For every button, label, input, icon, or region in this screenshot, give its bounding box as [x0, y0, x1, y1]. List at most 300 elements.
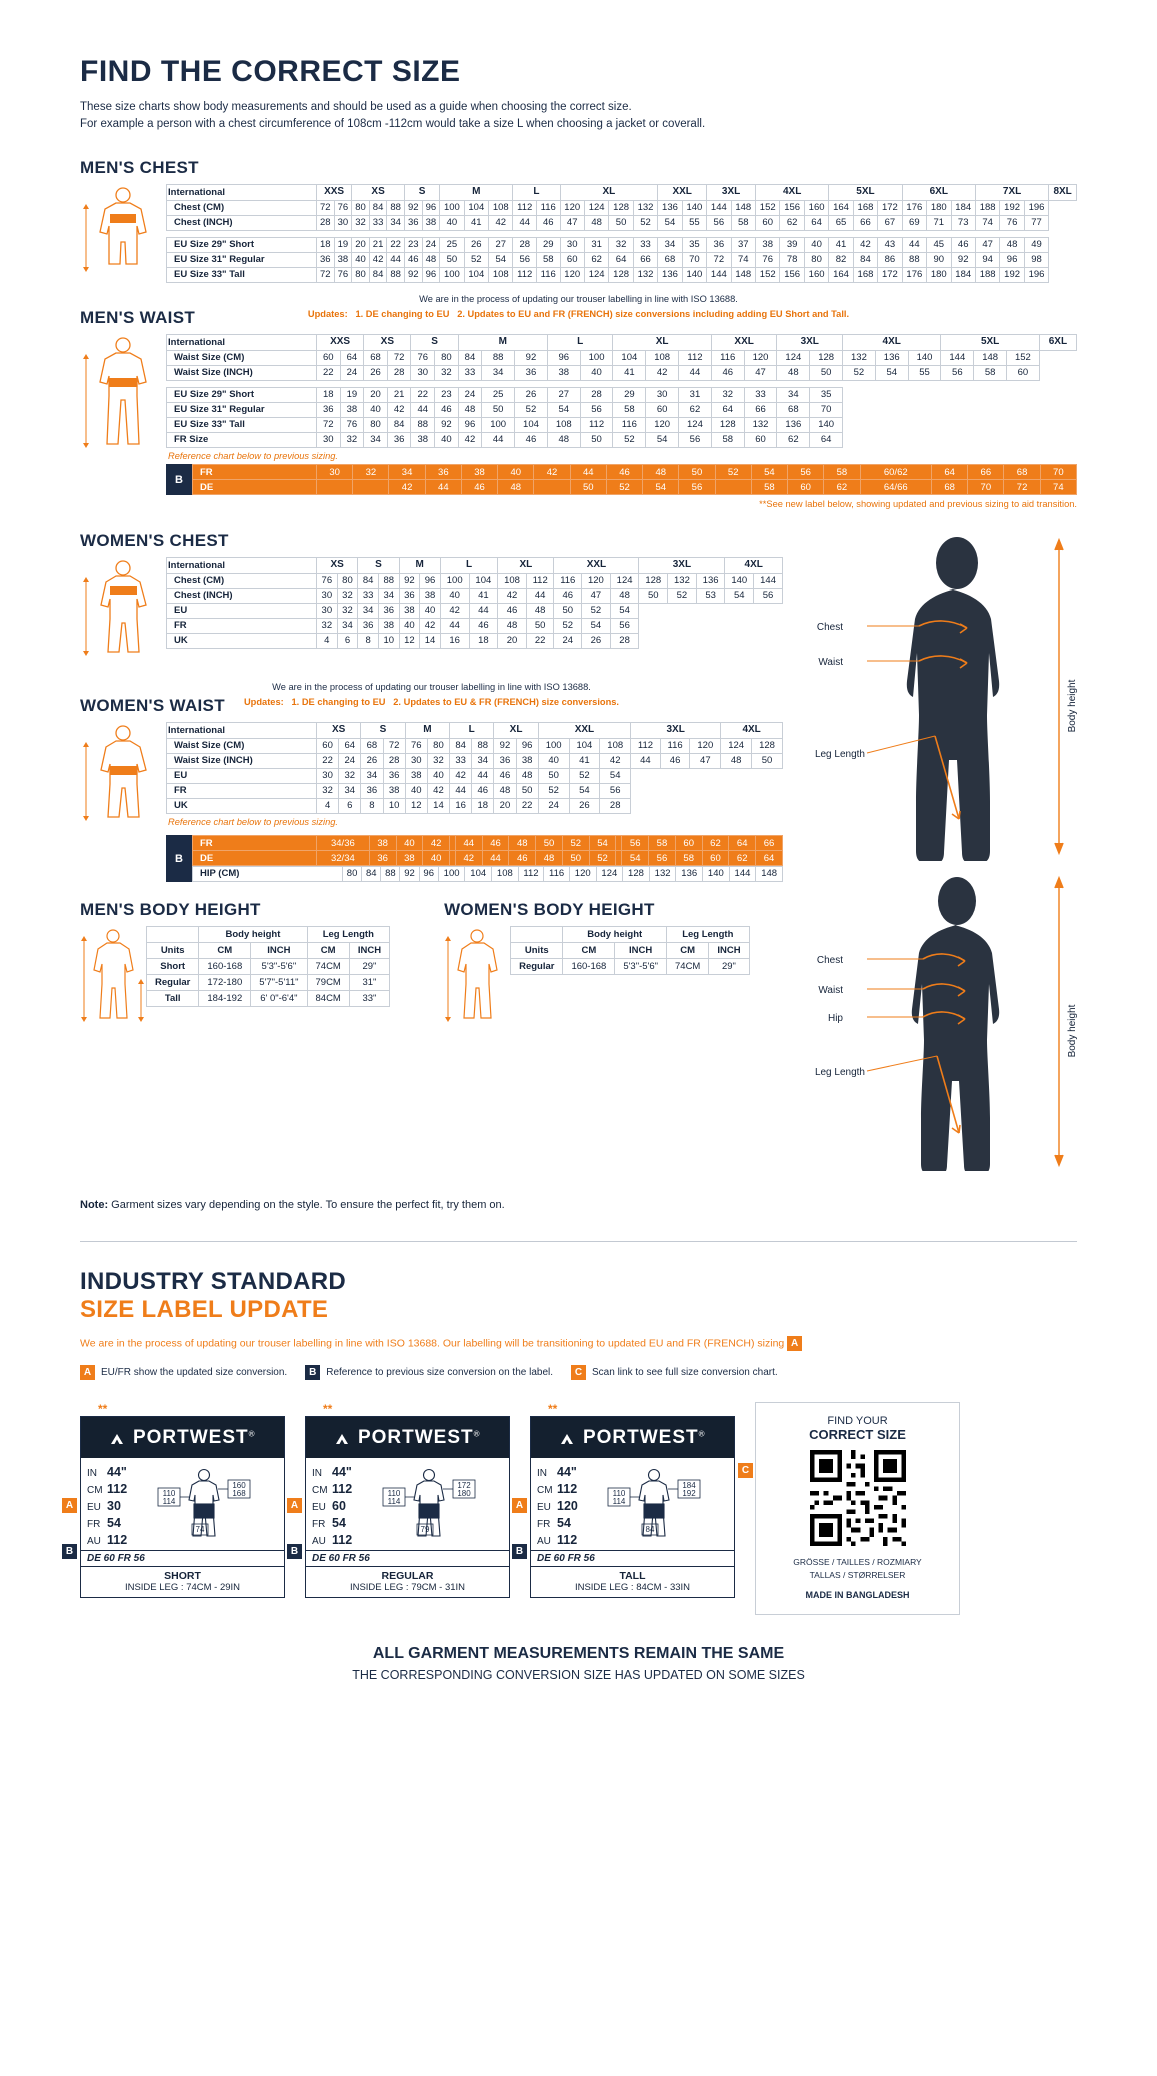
cell: 104	[464, 267, 488, 282]
size-code-key: FR	[312, 1518, 326, 1530]
cell: 68	[1004, 465, 1040, 480]
cell: 80	[337, 573, 358, 588]
col-subheader: Units	[511, 943, 563, 959]
label-card	[515, 1402, 735, 1598]
qr-code-icon	[810, 1450, 906, 1546]
row-label: UK	[167, 798, 317, 813]
size-code-value: 54	[557, 1515, 571, 1530]
cell: 50	[580, 432, 613, 447]
cell: 24	[554, 633, 582, 648]
industry-title-2: SIZE LABEL UPDATE	[80, 1296, 329, 1324]
cell: 40	[364, 402, 388, 417]
cell: 38	[420, 588, 441, 603]
row-label: Waist Size (INCH)	[167, 753, 317, 768]
cell: 152	[1007, 350, 1040, 365]
cell: 124	[721, 738, 752, 753]
col-header: S	[361, 723, 405, 739]
cell: 60	[646, 402, 679, 417]
cell: 38	[516, 753, 538, 768]
cell: 72	[317, 200, 335, 215]
size-code-row	[312, 1515, 352, 1532]
cell: 40	[399, 618, 420, 633]
size-code-value: 112	[332, 1482, 353, 1497]
cell: 42	[458, 432, 482, 447]
cell: 86	[878, 252, 902, 267]
size-code-value: 112	[107, 1482, 128, 1497]
cell: 36	[358, 618, 379, 633]
cell: 60	[744, 432, 777, 447]
cell: 64	[711, 402, 744, 417]
cell: 21	[387, 387, 411, 402]
table-row	[193, 867, 783, 882]
legend-text-c: Scan link to see full size conversion chart.	[592, 1367, 778, 1379]
col-header: Body height	[563, 927, 667, 943]
cell: 48	[1000, 237, 1024, 252]
row-label: Regular	[147, 975, 199, 991]
cell: 48	[584, 215, 608, 230]
cell: 35	[682, 237, 706, 252]
cell: 32	[340, 432, 364, 447]
row-label: Chest (INCH)	[167, 215, 317, 230]
cell: 62	[780, 215, 804, 230]
cell: 64	[339, 738, 361, 753]
cell: 52	[613, 432, 646, 447]
size-code-row	[87, 1515, 127, 1532]
label-chest-cm-1: 110	[387, 1489, 400, 1499]
cell: 62	[777, 432, 810, 447]
womens-body-height-table	[510, 926, 750, 975]
cell: 28	[610, 633, 639, 648]
col-subheader: INCH	[349, 943, 389, 959]
size-codes	[87, 1464, 127, 1548]
size-code-value: 112	[557, 1482, 578, 1497]
col-subheader: CM	[199, 943, 251, 959]
cell: 136	[676, 867, 703, 882]
cell: 112	[513, 267, 537, 282]
cell: 48	[526, 603, 554, 618]
cell: 56	[600, 783, 631, 798]
col-header: XXL	[554, 558, 639, 574]
cell: 20	[494, 798, 516, 813]
cell: 40	[580, 365, 613, 380]
cell: 40	[804, 237, 828, 252]
mens-waist-title: MEN'S WAIST	[80, 308, 196, 328]
cell: 64	[804, 215, 828, 230]
cell: 31	[679, 387, 712, 402]
cell: 128	[711, 417, 744, 432]
row-label: UK	[167, 633, 317, 648]
label-height-2: 180	[456, 1489, 471, 1499]
label-chest-cm-1: 110	[612, 1489, 626, 1499]
cell: 108	[492, 867, 519, 882]
cell: 160-168	[563, 959, 615, 975]
cell: 84	[450, 738, 472, 753]
cell: 54	[547, 402, 580, 417]
cell: 60	[317, 738, 339, 753]
cell: 46	[606, 465, 642, 480]
col-header: XXL	[658, 185, 707, 201]
cell: 34	[361, 768, 383, 783]
womens-waist-previous-sizing	[166, 835, 783, 882]
cell: 69	[902, 215, 926, 230]
cell: 98	[1024, 252, 1048, 267]
cell: 192	[1000, 267, 1024, 282]
cell: 54	[646, 432, 679, 447]
cell: 58	[824, 465, 860, 480]
cell: 33	[744, 387, 777, 402]
womens-chest-figure	[80, 557, 166, 670]
cell: 92	[404, 267, 422, 282]
row-label: Short	[147, 959, 199, 975]
cell: 23	[435, 387, 459, 402]
update-item-2: 2. Updates to EU & FR (FRENCH) size conversions.	[393, 697, 620, 708]
cell: 28	[600, 798, 631, 813]
svg-text:Waist: Waist	[818, 657, 843, 669]
legend-item-a	[80, 1365, 287, 1380]
qr-card	[741, 1402, 960, 1615]
cell: 77	[1024, 215, 1048, 230]
cell: 34	[378, 588, 399, 603]
tag-c: C	[738, 1463, 753, 1478]
cell: 58	[731, 215, 755, 230]
cell: 56	[622, 836, 649, 851]
cell: 46	[435, 402, 459, 417]
womens-waist-orange-table	[192, 835, 783, 866]
tag-a: A	[787, 1336, 802, 1351]
cell: 5'3"-5'6"	[615, 959, 667, 975]
previous-size-row: DE 60 FR 56	[81, 1550, 284, 1566]
table-row	[167, 365, 1077, 380]
cell: 116	[711, 350, 744, 365]
legend-item-b	[305, 1365, 553, 1380]
legend-text-b: Reference to previous size conversion on the label.	[326, 1367, 554, 1379]
cell: 120	[582, 573, 611, 588]
cell: 52	[554, 618, 582, 633]
cell: 60	[560, 252, 584, 267]
size-code-row	[87, 1532, 127, 1549]
col-header: XXS	[317, 185, 352, 201]
cell: 42	[387, 402, 411, 417]
cell: 64	[931, 465, 967, 480]
col-header: Leg Length	[307, 927, 390, 943]
table-header-row	[167, 185, 1077, 201]
cell: 33	[369, 215, 387, 230]
intro-line-2: For example a person with a chest circumference of 108cm -112cm would take a size L when choosing a jacket or coverall.	[80, 117, 706, 130]
cell: 72	[317, 267, 335, 282]
size-code-key: EU	[87, 1501, 101, 1513]
cell: 54	[600, 768, 631, 783]
cell: 18	[317, 387, 341, 402]
tag-a-icon: A	[80, 1365, 95, 1380]
cell: 67	[878, 215, 902, 230]
industry-legend	[80, 1365, 1077, 1380]
womens-waist-title: WOMEN'S WAIST	[80, 696, 225, 716]
cell: 49	[1024, 237, 1048, 252]
row-label: FR	[193, 465, 317, 480]
cell: 34	[337, 618, 358, 633]
cell: 42	[455, 851, 482, 866]
svg-text:Waist: Waist	[818, 985, 843, 997]
cell: 36	[425, 465, 461, 480]
table-row	[167, 633, 783, 648]
cell: 32	[317, 783, 339, 798]
cell: 5'7"-5'11"	[251, 975, 307, 991]
cell: 43	[878, 237, 902, 252]
mens-waist-figure	[80, 334, 166, 464]
cell: 120	[560, 200, 584, 215]
label-asterisks: **	[323, 1402, 333, 1417]
cell: 50	[570, 480, 606, 495]
cell: 80	[352, 267, 370, 282]
cell: 42	[534, 465, 570, 480]
label-leg: 74	[195, 1525, 205, 1535]
table-row	[167, 798, 783, 813]
cell: 76	[317, 573, 338, 588]
cell: 48	[610, 588, 639, 603]
qr-title-1: FIND YOUR	[827, 1415, 888, 1428]
cell: 44	[631, 753, 661, 768]
industry-lead-text: We are in the process of updating our trouser labelling in line with ISO 13688. Our labelling will be transitioning to updated EU and FR (FRENCH) sizing	[80, 1337, 785, 1350]
cell: 54	[751, 465, 787, 480]
label-box	[80, 1416, 285, 1598]
size-code-row	[537, 1515, 578, 1532]
cell: 96	[419, 867, 438, 882]
cell: 60	[1007, 365, 1040, 380]
womens-hip-table	[192, 866, 783, 882]
cell: 22	[387, 237, 405, 252]
cell: 132	[633, 267, 657, 282]
size-code-value: 44"	[107, 1465, 127, 1480]
cell: 70	[1040, 465, 1076, 480]
mens-waist-update-note	[80, 294, 1077, 304]
cell: 164	[829, 200, 853, 215]
womens-waist-update-note	[80, 682, 783, 692]
label-height-2: 168	[231, 1489, 246, 1499]
updates-label: Updates:	[243, 697, 284, 708]
cell: 144	[707, 267, 731, 282]
table-row	[147, 959, 390, 975]
col-header: Body height	[199, 927, 307, 943]
cell: 54	[582, 618, 611, 633]
cell: 56	[679, 432, 712, 447]
size-code-key: FR	[87, 1518, 101, 1530]
table-row	[167, 200, 1077, 215]
row-label: EU Size 31" Regular	[167, 402, 317, 417]
cell: 148	[731, 200, 755, 215]
label-chest-cm-1: 110	[162, 1489, 175, 1499]
col-header: M	[458, 335, 547, 351]
cell: 32	[427, 753, 449, 768]
cell: 42	[646, 365, 679, 380]
label-fit-name: SHORT	[164, 1570, 201, 1583]
table-row	[167, 350, 1077, 365]
size-code-row	[87, 1498, 127, 1515]
cell: 92	[515, 350, 548, 365]
cell: 108	[646, 350, 679, 365]
size-code-key: IN	[312, 1468, 322, 1480]
cell: 128	[609, 267, 633, 282]
cell: 47	[582, 588, 611, 603]
cell: 128	[609, 200, 633, 215]
size-code-row	[312, 1481, 352, 1498]
cell: 48	[643, 465, 679, 480]
col-header: 3XL	[777, 335, 843, 351]
cell: 62	[824, 480, 860, 495]
cell: 124	[777, 350, 810, 365]
cell: 34	[658, 237, 682, 252]
cell: 116	[544, 867, 570, 882]
cell: 21	[369, 237, 387, 252]
cell: 30	[317, 465, 353, 480]
qr-code[interactable]	[810, 1450, 906, 1546]
intro-line-1: These size charts show body measurements and should be used as a guide when choosing the correct size.	[80, 101, 632, 113]
cell: 38	[547, 365, 580, 380]
cell: 33	[458, 365, 482, 380]
cell: 108	[547, 417, 580, 432]
tag-b-icon: B	[305, 1365, 320, 1380]
cell: 47	[560, 215, 584, 230]
cell: 29"	[349, 959, 389, 975]
table-row	[167, 402, 1077, 417]
brand-name: PORTWEST	[357, 1427, 474, 1449]
size-code-value: 44"	[332, 1465, 352, 1480]
svg-text:Leg Length: Leg Length	[814, 749, 865, 761]
cell: 80	[804, 252, 828, 267]
cell: 112	[526, 573, 554, 588]
cell: 80	[364, 417, 388, 432]
cell: 48	[494, 783, 516, 798]
col-subheader: INCH	[709, 943, 749, 959]
label-body-diagram-icon	[373, 1466, 485, 1544]
mens-waist-table	[166, 334, 1077, 448]
cell: 42	[420, 618, 441, 633]
label-body-diagram-icon	[148, 1466, 260, 1544]
row-label: EU Size 31" Regular	[167, 252, 317, 267]
cell: 46	[536, 215, 560, 230]
womens-waist-table	[166, 722, 783, 814]
col-header: L	[513, 185, 560, 201]
cell: 46	[498, 603, 527, 618]
updates-label: Updates:	[307, 309, 348, 320]
svg-text:Chest: Chest	[816, 622, 843, 634]
cell: 136	[777, 417, 810, 432]
cell: 22	[516, 798, 538, 813]
label-body-diagram-icon	[598, 1466, 710, 1544]
cell: 50	[538, 768, 569, 783]
cell: 40	[435, 432, 459, 447]
label-examples	[65, 1402, 1077, 1615]
cell: 100	[482, 417, 515, 432]
cell: 28	[387, 365, 411, 380]
cell: 62	[679, 402, 712, 417]
cell: 20	[352, 237, 370, 252]
previous-size-row: DE 60 FR 56	[531, 1550, 734, 1566]
size-code-value: 60	[332, 1498, 346, 1513]
cell: 18	[472, 798, 494, 813]
cell: 124	[596, 867, 623, 882]
col-header: International	[167, 185, 317, 201]
cell: 48	[721, 753, 752, 768]
cell: 42	[440, 603, 469, 618]
cell: 24	[422, 237, 440, 252]
size-code-key: AU	[537, 1535, 551, 1547]
col-header: S	[411, 335, 458, 351]
cell: 100	[580, 350, 613, 365]
cell: 31	[584, 237, 608, 252]
cell: 71	[927, 215, 951, 230]
cell: 52	[668, 588, 697, 603]
row-label: Chest (CM)	[167, 573, 317, 588]
cell: 16	[450, 798, 472, 813]
cell: 124	[584, 267, 608, 282]
cell: 48	[516, 768, 538, 783]
cell: 47	[690, 753, 721, 768]
cell: 34	[482, 365, 515, 380]
cell: 32	[711, 387, 744, 402]
cell: 32	[352, 215, 370, 230]
cell: 38	[422, 215, 440, 230]
cell: 14	[427, 798, 449, 813]
size-code-key: FR	[537, 1518, 551, 1530]
label-inside-leg: INSIDE LEG : 79CM - 31IN	[349, 1582, 466, 1594]
cell: 26	[569, 798, 600, 813]
cell: 45	[927, 237, 951, 252]
cell: 22	[411, 387, 435, 402]
cell: 26	[464, 237, 488, 252]
cell: 52	[582, 603, 611, 618]
cell: 44	[902, 237, 926, 252]
cell: 30	[560, 237, 584, 252]
cell: 50	[536, 836, 563, 851]
table-subheader-row	[511, 943, 750, 959]
cell: 36	[378, 603, 399, 618]
womens-body-height-block	[444, 900, 750, 1026]
table-row	[167, 753, 783, 768]
row-label: EU Size 33" Tall	[167, 417, 317, 432]
cell: 76	[334, 267, 352, 282]
cell: 116	[536, 200, 560, 215]
cell: 38	[461, 465, 497, 480]
cell: 40	[396, 836, 423, 851]
table-row	[167, 573, 783, 588]
fit-note	[80, 1199, 1077, 1211]
cell: 84	[358, 573, 379, 588]
cell: 84	[362, 867, 381, 882]
cell: 180	[927, 200, 951, 215]
cell: 46	[472, 783, 494, 798]
cell: 36	[317, 402, 341, 417]
cell: 66	[968, 465, 1004, 480]
col-header: L	[450, 723, 494, 739]
table-row	[167, 237, 1077, 252]
cell: 74	[975, 215, 999, 230]
row-label: FR	[167, 618, 317, 633]
cell: 120	[690, 738, 721, 753]
cell: 144	[729, 867, 756, 882]
cell: 120	[646, 417, 679, 432]
cell: 36	[494, 753, 516, 768]
cell: 10	[383, 798, 405, 813]
cell: 46	[461, 480, 497, 495]
cell: 90	[927, 252, 951, 267]
cell: 64	[609, 252, 633, 267]
cell: 29	[536, 237, 560, 252]
update-intro: We are in the process of updating our trouser labelling in line with ISO 13688.	[419, 294, 738, 305]
cell: 72	[317, 417, 341, 432]
label-box	[530, 1416, 735, 1598]
size-code-key: EU	[312, 1501, 326, 1513]
cell: 33	[358, 588, 379, 603]
